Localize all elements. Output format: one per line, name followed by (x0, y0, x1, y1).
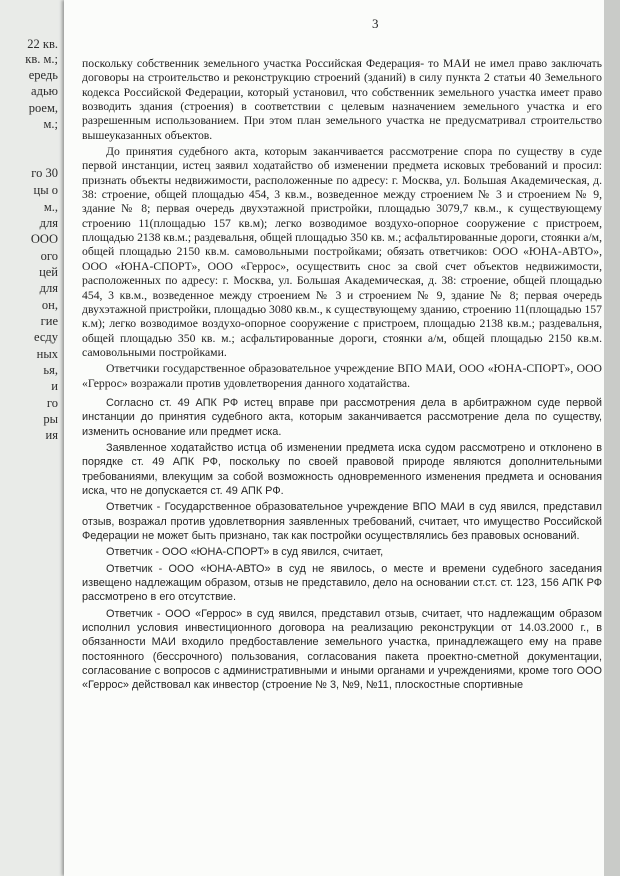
underlying-page-line: роем, (28, 101, 58, 115)
paragraph-defendant-yuna-sport: Ответчик - ООО «ЮНА-СПОРТ» в суд явился, считает, (106, 546, 384, 559)
paragraph-defendant-gerros: Ответчик - ООО «Геррос» в суд явился, представил отзыв, считает, что надлежащим образом исполнил условия инвестиционного договора на реализацию реконструкции от 14.03.2000 г., в обязанности МАИ входило предбоставление земельного участка, принадлежащего ему на праве постоянного (бессрочного) пользования, согласования пакета проектно-сметной документации, согласование с вопросов с административными и иными органами и учреждениями, кроме того ООО «Геррос» действовал как инвестор (строение № 3, №9, №11, плоскостные спортивные (82, 607, 602, 692)
paragraph-defendant-mai: Ответчик - Государственное образовательное учреждение ВПО МАИ в суд явился, представил отзыв, возражал против удовлетворния заявленных требований, считает, что имущество Российской Федерации не может быть признано, так как постройки осуществлялись без правовых оснований. (82, 501, 602, 542)
document-page (64, 0, 604, 876)
underlying-page-line: цы о (33, 183, 58, 197)
underlying-page-line: ры (43, 412, 58, 426)
underlying-page-line: кв. м.; (25, 52, 58, 66)
paragraph-motion-rejected: Заявленное ходатайство истца об изменении предмета иска судом рассмотрено и отклонено в порядке ст. 49 АПК РФ, поскольку по своей правовой природе являются дополнительными требованиями, влекущим за собой возможность одновременного изменения предмета и основания иска, что не допускается ст. 49 АПК РФ. (82, 441, 602, 497)
underlying-page-line: ередь (28, 68, 58, 82)
underlying-page-line: гие (40, 314, 58, 328)
underlying-page-line: м.; (43, 117, 58, 131)
underlying-page-line: цей (39, 265, 58, 279)
paragraph-land-ownership: поскольку собственник земельного участка Российская Федерация- то МАИ не имел право заключать договоры на строительство и реконструкцию строений (зданий) в силу пункта 2 статьи 40 Земельного кодекса Российской Федерации, который установил, что собственник земельного участка имеет право возводить здания (строения) в соответствии с целевым назначением земельного участка и его разрешенным использованием. При этом план земельного участка не предусматривал строительство вышеуказанных объектов. (82, 57, 602, 142)
paragraph-article-49: Согласно ст. 49 АПК РФ истец вправе при рассмотрения дела в арбитражном суде первой инстанции до принятия судебного акта, которым заканчивается рассмотрение дела по существу, изменить основание или предмет иска. (82, 396, 602, 438)
underlying-page-line: го (46, 396, 58, 410)
underlying-page-line: он, (41, 298, 58, 312)
document-body (82, 57, 602, 695)
underlying-page-line: ья, (43, 363, 58, 377)
underlying-page-fragment (0, 0, 64, 876)
underlying-page-line: ого (40, 249, 58, 263)
underlying-page-line: адью (31, 84, 58, 98)
underlying-page-line: для (39, 216, 58, 230)
underlying-page-line: и (51, 379, 58, 393)
underlying-page-line: есду (33, 330, 58, 344)
underlying-page-line: для (39, 281, 58, 295)
underlying-page-line: го 30 (31, 166, 58, 180)
paragraph-defendants-objection: Ответчики государственное образовательное учреждение ВПО МАИ, ООО «ЮНА-СПОРТ», ООО «Геррос» возражали против удовлетворения данного ходатайства. (82, 362, 602, 390)
underlying-page-line: ия (45, 428, 58, 442)
underlying-page-line: 22 кв. (27, 37, 58, 51)
underlying-page-line: ных (36, 347, 58, 361)
underlying-page-line: ООО (30, 232, 58, 246)
paragraph-plaintiff-motion: До принятия судебного акта, которым заканчивается рассмотрение спора по существу в суде первой инстанции, истец заявил ходатайство об изменении предмета исковых требований и просил: признать объекты недвижимости, расположенные по адресу: г. Москва, ул. Большая Академическая, д. 38: строение, общей площадью 454, 3 кв.м., возведенное между строением № 3 и строением № 9, здание № 8; первая очередь двухэтажной пристройки, площадью 3079,7 кв.м., к существующему строению 11(площадью 157 кв.м); легко возводимое воздухо-опорное сооружение с пристроем, площадью 2138 кв.м.; раздевальня, общей площадью 350 кв. м.; асфальтированные дороги, стоянки а/м, общей площадью 2150 кв.м. самовольными постройками; обязать ответчиков: ООО «ЮНА-АВТО», ООО «ЮНА-СПОРТ», ООО «Геррос», осуществить снос за свой счет объектов недвижимости, расположенных по адресу: г. Москва, ул. Большая Академическая, д. 38: строение, общей площадью 454, 3 кв.м., возведенное между строением № 3 и строением № 9, здание № 8; первая очередь двухэтажной пристройки, площадью 3080 кв.м., к существующему зданию, строению 11(площадью 157 к.м); легко возводимое воздухо-опорное сооружение с пристроем, площадью 2138 кв.м.; раздевальня, общей площадью 350 кв. м.; асфальтированные дороги, стоянки а/м, общей площадью 2150 кв.м. самовольными постройками. (82, 145, 602, 359)
page-number: 3 (372, 16, 379, 31)
scan-edge-strip (604, 0, 620, 876)
paragraph-defendant-yuna-avto: Ответчик - ООО «ЮНА-АВТО» в суд не явилось, о месте и времени судебного заседания извещено надлежащим образом, отзыв не представило, дело на основании ст.ст. ст. 123, 156 АПК РФ рассмотрено в его отсутствие. (82, 562, 602, 604)
underlying-page-line: м., (43, 200, 58, 214)
